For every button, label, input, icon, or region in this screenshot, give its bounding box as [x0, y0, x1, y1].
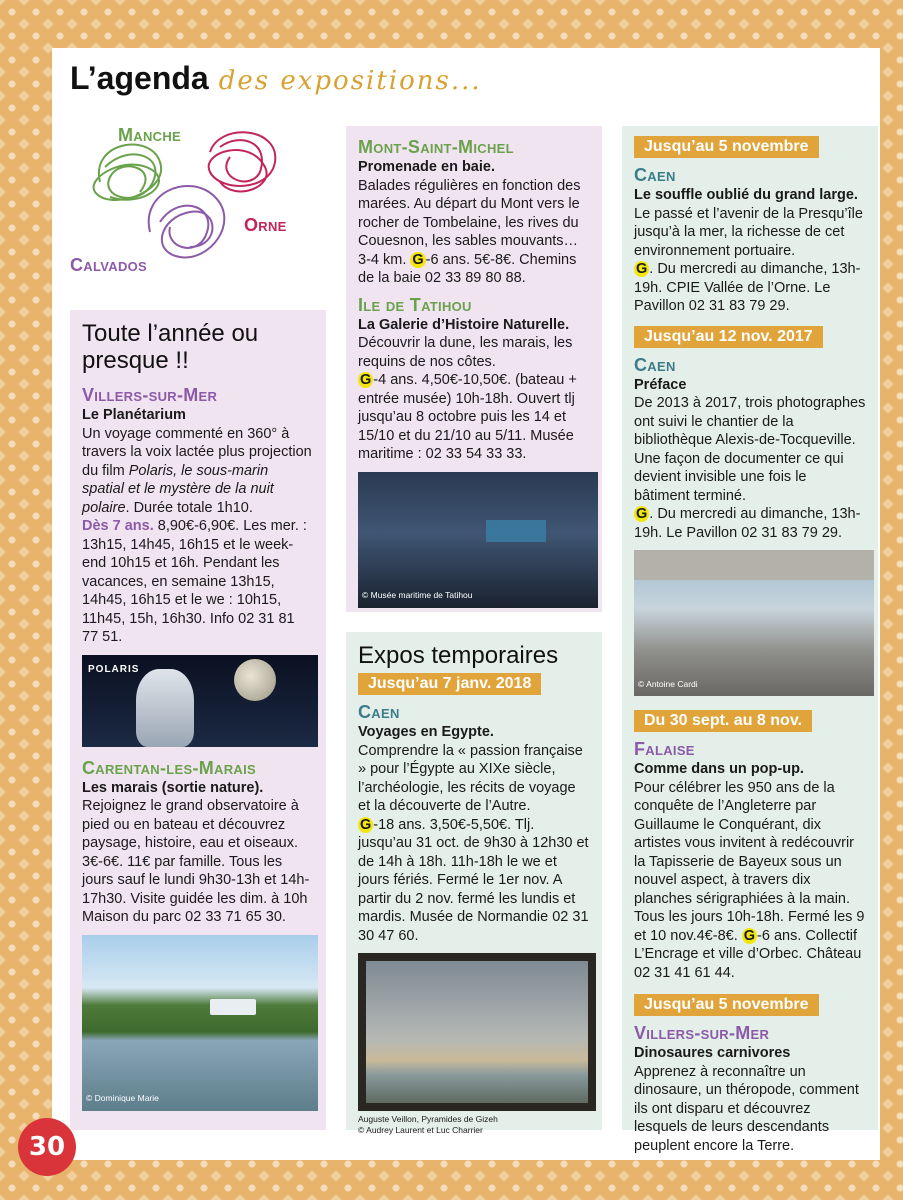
title-script: des expositions... — [218, 66, 482, 96]
event-name: Préface — [634, 376, 687, 393]
event-description: Apprenez à reconnaître un dinosaure, un théropode, comment ils ont disparu et découvrez lesquels de leurs descendants peuplent encore la Terre. — [634, 1063, 859, 1154]
event-description: Comprendre la « passion française » pour l’Égypte au XIXe siècle, l’archéologie, les récits de voyage et la découverte de l’Autre. G -18 ans. 3,50€-5,50€. Tlj. jusqu’au 31 oct. de 9h30 à 12h30 et de 14h à 18h. 11h-18h le we et jours fériés. Fermé le 1er nov. A partir du 2 nov. fermé les lundis et mardis. Musée de Normandie 02 31 30 47 60. — [358, 742, 589, 944]
photo-logo: POLARIS — [88, 663, 140, 675]
event-name: Voyages en Egypte. — [358, 724, 494, 740]
date-banner: Du 30 sept. au 8 nov. — [634, 710, 812, 732]
pyramids-painting-icon — [366, 961, 588, 1103]
temporary-heading: Expos temporaires — [358, 642, 559, 669]
event-description: Balades régulières en fonction des marées. Au départ du Mont vers le rocher de Tombelaine, les rives du Couesnon, les sables mouvants… 3-4 km. G -6 ans. 5€-8€. Chemins de la baie 02 33 89 80 88. — [358, 177, 581, 286]
concrete-structure-icon — [634, 550, 874, 580]
egypt-painting — [358, 953, 596, 1111]
event-name: Comme dans un pop-up. — [634, 761, 804, 777]
event-place: Villers-sur-Mer — [634, 1023, 770, 1043]
free-badge: G — [636, 261, 648, 277]
map-label-manche: Manche — [118, 125, 182, 145]
display-case-icon — [486, 520, 546, 542]
page-title — [70, 60, 482, 97]
event-description: Rejoignez le grand observatoire à pied ou en bateau et découvrez paysage, histoire, eau et oiseaux. 3€-6€. 11€ par famille. Tous les jours sauf le lundi 9h30-13h et 14h-17h30. Visite guidée les dim. à 10h Maison du parc 02 33 71 65 30. — [82, 798, 310, 925]
age-label: Dès 7 ans. — [82, 518, 154, 534]
event-name: Le Planétarium — [82, 407, 186, 423]
event-place: Ile de Tatihou — [358, 294, 472, 315]
event-place: Caen — [358, 702, 400, 722]
photo-credit: © Audrey Laurent et Luc Charrier — [358, 1125, 483, 1135]
event-description: Un voyage commenté en 360° à travers la voix lactée plus projection du film Polaris, le sous-marin spatial et le mystère de la nuit polaire. Durée totale 1h10. Dès 7 ans. 8,90€-6,90€. Les mer. : 13h15, 14h45, 16h15 et le week-end 10h15 et 16h. Pendant les vacances, en semaine 13h15, 14h45, 16h15 et le we : 10h15, 11h45, 15h, 16h30. Info 02 31 81 77 51. — [82, 425, 312, 645]
polar-bear-icon — [136, 669, 194, 747]
photo-credit: © Musée maritime de Tatihou — [362, 590, 473, 600]
event-name: Les marais (sortie nature). — [82, 779, 264, 796]
event-place: Caen — [634, 354, 676, 375]
date-banner: Jusqu’au 7 janv. 2018 — [358, 673, 541, 695]
free-badge: G — [743, 927, 756, 944]
year-round-heading: Toute l’année ou presque !! — [82, 320, 259, 374]
date-banner: Jusqu’au 5 novembre — [634, 136, 819, 158]
event-place: Carentan-les-Marais — [82, 757, 256, 778]
boat-icon — [210, 999, 256, 1015]
date-banner: Jusqu’au 12 nov. 2017 — [634, 326, 823, 348]
event-description: Pour célébrer les 950 ans de la conquête de l’Angleterre par Guillaume le Conquérant, dix artistes vous invitent à redécouvrir la Tapisserie de Bayeux sous un nouvel aspect, à travers dix planches sérigraphiées à la main. Tous les jours 10h-18h. Fermé les 9 et 10 nov.4€-8€. G -6 ans. Collectif L’Encrage et ville d’Orbec. Château 02 31 41 61 44. — [634, 779, 865, 981]
library-construction-photo — [634, 550, 874, 696]
polaris-photo — [82, 655, 318, 747]
free-badge: G — [412, 251, 424, 268]
event-description: De 2013 à 2017, trois photographes ont suivi le chantier de la bibliothèque Alexis-de-Tocqueville. Une façon de documenter ce qui devient invisible une fois le bâtiment terminé. G . Du mercredi au dimanche, 13h-19h. Le Pavillon 02 31 83 79 29. — [634, 395, 866, 541]
event-place: Falaise — [634, 739, 695, 759]
event-description: Découvrir la dune, les marais, les requins de nos côtes. G -4 ans. 4,50€-10,50€. (bateau + entrée musée) 10h-18h. Ouvert tlj jusqu’au 8 octobre puis les 14 et 15/10 et du 21/10 au 5/11. Musée maritime : 02 33 54 33 33. — [358, 335, 577, 462]
free-badge: G — [636, 506, 648, 522]
moon-icon — [234, 659, 276, 701]
free-badge: G — [360, 816, 372, 833]
mont-saint-michel-box — [346, 126, 602, 612]
temporary-exhibits-right-box — [622, 126, 878, 1154]
temporary-exhibits-box — [346, 632, 602, 1135]
region-map — [70, 122, 310, 282]
event-name: La Galerie d’Histoire Naturelle. — [358, 316, 570, 333]
event-place: Caen — [634, 165, 676, 185]
title-text: L’agenda — [70, 60, 209, 96]
event-place: Villers-sur-Mer — [82, 385, 218, 405]
event-place: Mont-Saint-Michel — [358, 137, 514, 157]
date-banner: Jusqu’au 5 novembre — [634, 994, 819, 1016]
event-name: Promenade en baie. — [358, 159, 495, 175]
event-name: Dinosaures carnivores — [634, 1045, 791, 1061]
photo-caption: Auguste Veillon, Pyramides de Gizeh — [358, 1114, 498, 1124]
marsh-photo — [82, 935, 318, 1111]
year-round-box — [70, 310, 326, 1130]
photo-credit: © Antoine Cardi — [638, 678, 698, 689]
event-description: Le passé et l’avenir de la Presqu’île jusqu’à la mer, la richesse de cet environnement portuaire. G . Du mercredi au dimanche, 13h-19h. CPIE Vallée de l’Orne. Le Pavillon 02 31 83 79 29. — [634, 205, 863, 314]
event-name: Le souffle oublié du grand large. — [634, 187, 858, 203]
photo-credit: © Dominique Marie — [86, 1093, 159, 1103]
tatihou-photo — [358, 472, 598, 608]
page-number: 30 — [18, 1118, 76, 1176]
map-label-orne: Orne — [244, 215, 287, 235]
free-badge: G — [360, 372, 372, 388]
map-label-calvados: Calvados — [70, 255, 148, 275]
